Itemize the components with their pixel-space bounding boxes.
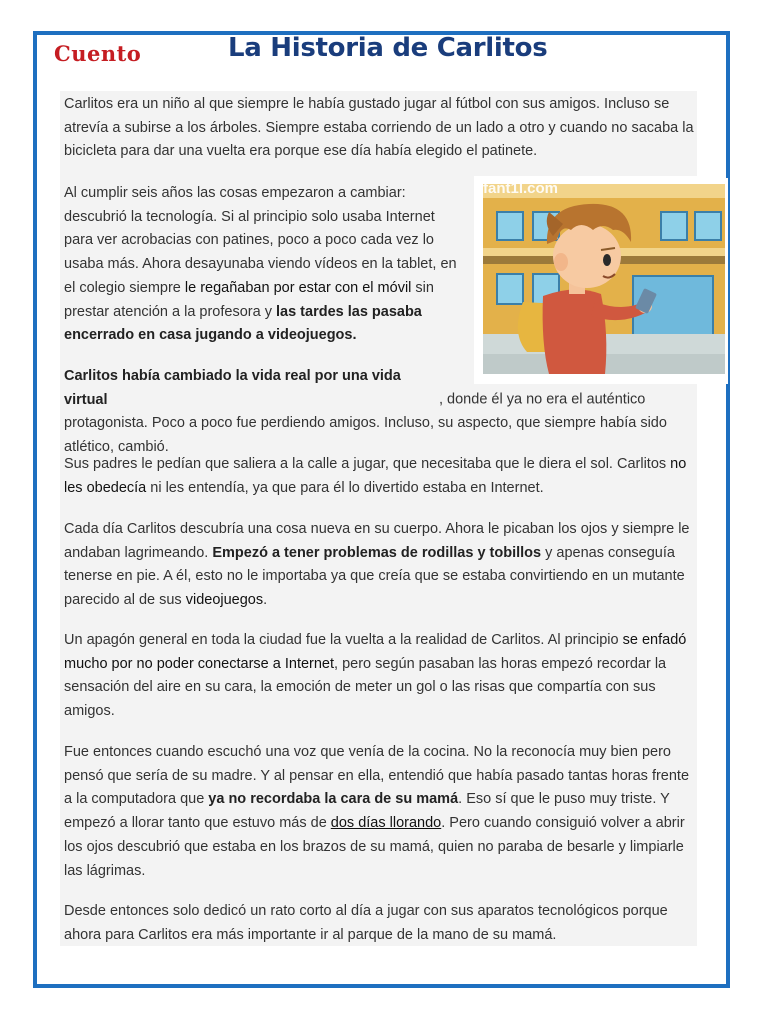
paragraph-6: [64, 629, 696, 724]
paragraph-2-highlight: le regañaban por estar con el móvil: [184, 279, 412, 296]
paragraph-4-text-cont: ni les entendía, ya que para él lo divertido estaba en Internet.: [146, 479, 544, 496]
paragraph-3-bold: Carlitos había cambiado la vida real por una vida virtual: [64, 368, 401, 408]
paragraph-8: [64, 900, 696, 947]
paragraph-6-text: Un apagón general en toda la ciudad fue la vuelta a la realidad de Carlitos. Al principio: [64, 632, 623, 648]
paragraph-7-bold: ya no recordaba la cara de su mamá: [208, 791, 459, 808]
paragraph-6-highlight: se enfadó mucho por no poder conectarse a Internet: [64, 632, 687, 672]
story-title: La Historia de Carlitos: [228, 33, 548, 63]
paragraph-5-bold: Empezó a tener problemas de rodillas y tobillos: [212, 544, 542, 561]
boy-with-phone-image: [483, 184, 725, 374]
paragraph-2-text-cont: sin prestar atención a la profesora y: [64, 279, 434, 320]
paragraph-5: [64, 518, 696, 613]
paragraph-3-text: , donde él ya no era el auténtico protagonista. Poco a poco fue perdiendo amigos. Incluso, su aspecto, que siempre había sido atlético, cambió.: [64, 391, 667, 456]
paragraph-4-text: Sus padres le pedían que saliera a la calle a jugar, que necesitaba que le diera el sol. Carlitos: [64, 456, 671, 472]
paragraph-5-end: .: [263, 592, 268, 609]
paragraph-1-text: Carlitos era un niño al que siempre le había gustado jugar al fútbol con sus amigos. Incluso se atrevía a subirse a los árboles. Siempre estaba corriendo de un lado a otro y cuando no sacaba la bicicleta para dar una vuelta era porque ese día había elegido el patinete.: [64, 96, 694, 160]
paragraph-8-text: Desde entonces solo dedicó un rato corto al día a jugar con sus aparatos tecnológicos porque ahora para Carlitos era más importante ir al parque de la mano de su mamá.: [64, 903, 668, 943]
paragraph-3: [64, 365, 696, 460]
paragraph-5-text: Cada día Carlitos descubría una cosa nueva en su cuerpo. Ahora le picaban los ojos y siempre le andaban lagrimeando.: [64, 521, 690, 561]
genre-label: Cuento: [54, 41, 142, 66]
paragraph-5-link[interactable]: videojuegos: [185, 592, 264, 609]
paragraph-2: [64, 182, 464, 348]
paragraph-7-end: . Pero cuando consiguió volver a abrir los ojos descubrió que estaba en los brazos de su mamá, quien no paraba de besarle y limpiarle las lágrimas.: [64, 815, 685, 879]
story-illustration: [474, 178, 728, 384]
paragraph-1: [64, 93, 696, 164]
paragraph-4-highlight: no les obedecía: [64, 456, 687, 496]
paragraph-6-text-cont: , pero según pasaban las horas empezó recordar la sensación del aire en su cara, la emoción de meter un gol o las risas que compartía con sus amigos.: [64, 655, 667, 720]
paragraph-2-text: Al cumplir seis años las cosas empezaron a cambiar: descubrió la tecnología. Si al principio solo usaba Internet para ver acrobacias con patines, poco a poco cada vez lo usaba más. Ahora desayunaba viendo vídeos en la tablet, en el colegio siempre: [64, 185, 457, 296]
paragraph-2-bold: las tardes las pasaba encerrado en casa jugando a videojuegos.: [64, 303, 422, 344]
paragraph-7-text: Fue entonces cuando escuchó una voz que venía de la cocina. No la reconocía muy bien pero pensó que sería de su madre. Y al pensar en ella, entendió que había pasado tantas horas frente a la computadora que: [64, 744, 690, 808]
paragraph-7-text-cont: . Eso sí que le puso muy triste. Y empezó a llorar tanto que estuvo más de: [64, 791, 670, 832]
image-watermark: fant1l.com: [483, 180, 559, 197]
paragraph-7: [64, 741, 696, 883]
paragraph-4: [64, 453, 696, 500]
paragraph-5-text-cont: y apenas conseguía tenerse en pie. A él, esto no le importaba ya que creía que se estaba convirtiendo en un mutante parecido al de sus: [64, 544, 685, 609]
paragraph-7-link[interactable]: dos días llorando: [330, 815, 442, 832]
